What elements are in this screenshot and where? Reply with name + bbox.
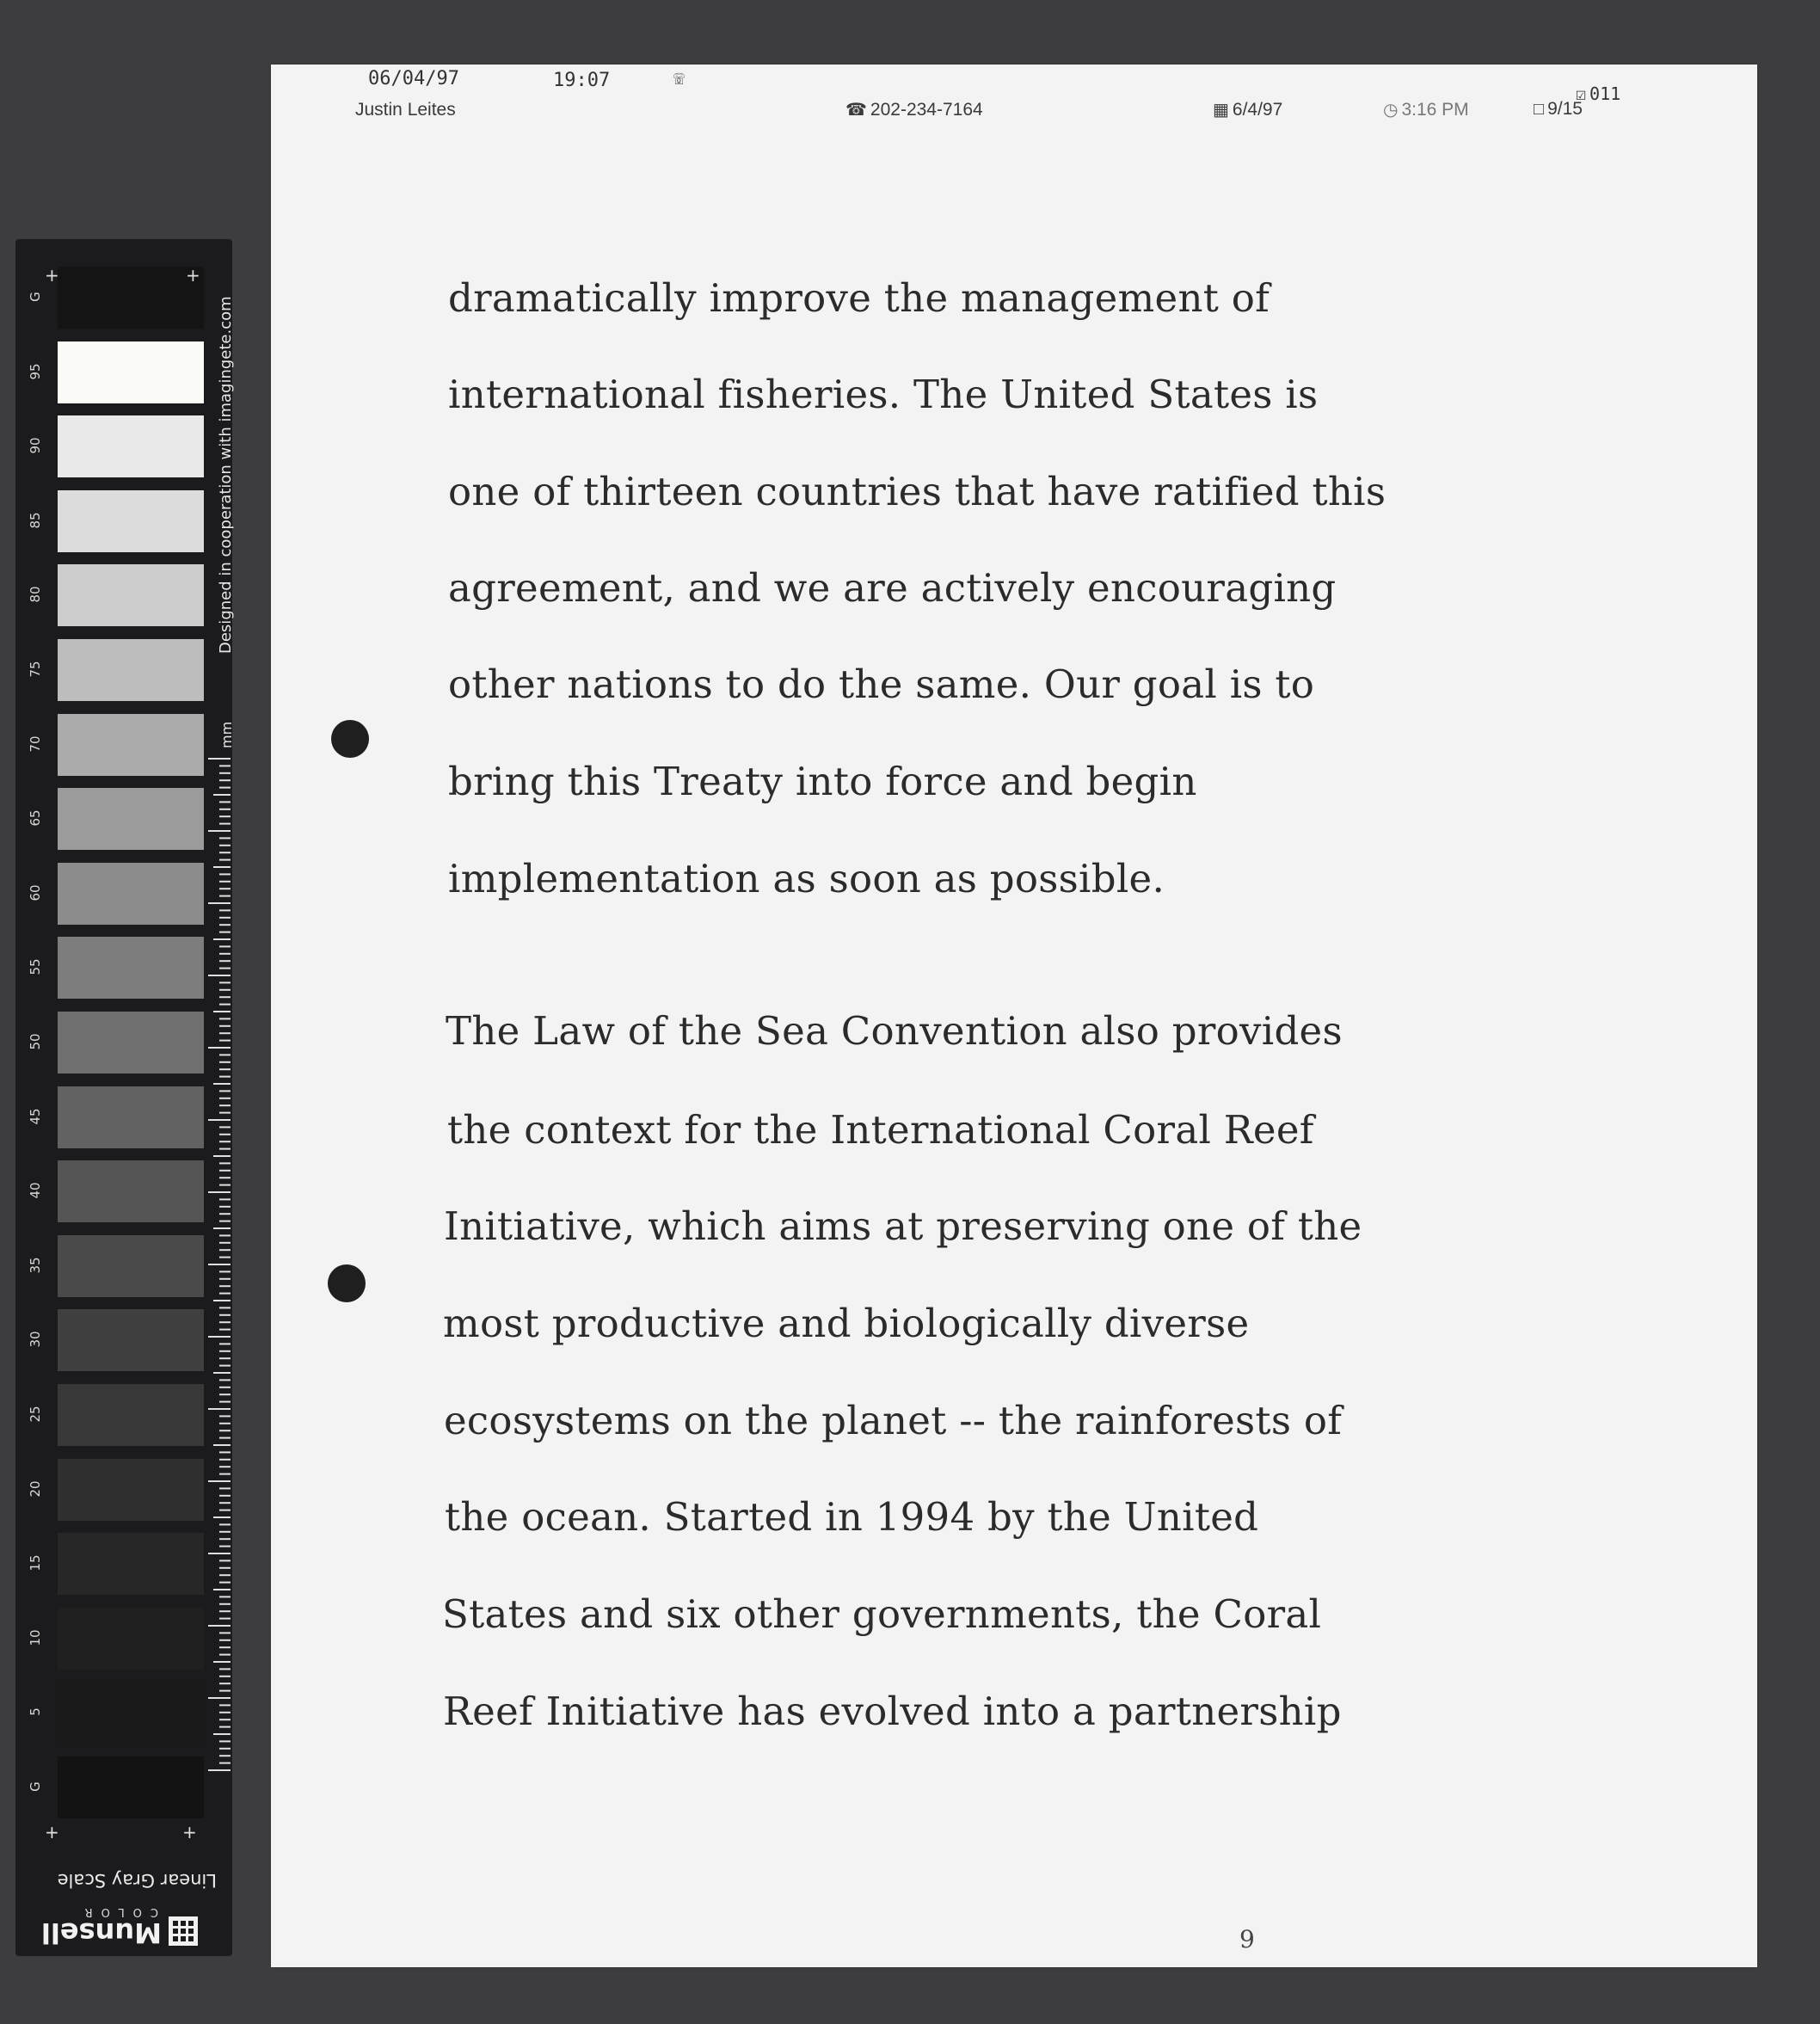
gray-patch (58, 490, 204, 552)
gray-patch (58, 1682, 204, 1744)
checkbox-icon: ☑ (1576, 83, 1587, 104)
mm-ruler (205, 755, 231, 1779)
mm-label: mm (218, 721, 235, 748)
fax-time2: 3:16 PM (1401, 100, 1469, 120)
gray-patch (58, 1459, 204, 1521)
card-credit: Designed in cooperation with imagingete.com (217, 296, 235, 654)
gray-patch (58, 1086, 204, 1148)
gray-patch (58, 863, 204, 925)
punch-hole (328, 1264, 366, 1302)
scale-number: 35 (28, 1257, 43, 1274)
scale-number: 60 (28, 884, 43, 901)
scale-number: 5 (28, 1707, 43, 1717)
text-line: bring this Treaty into force and begin (448, 759, 1197, 804)
text-line: The Law of the Sea Convention also provides (446, 1008, 1343, 1054)
munsell-grid-icon (169, 1916, 198, 1946)
fax-pages-count: 9/15 (1547, 99, 1583, 119)
gray-patch (58, 1384, 204, 1446)
fax-sender: Justin Leites (355, 100, 456, 120)
fax-date: 06/04/97 (368, 68, 459, 89)
scale-number: 40 (28, 1182, 43, 1199)
fax-time: 19:07 (553, 70, 611, 91)
registration-mark-icon: + (182, 1822, 197, 1843)
document-page (271, 65, 1757, 1967)
page-icon: □ (1534, 100, 1545, 119)
registration-mark-icon: + (186, 265, 200, 286)
gray-patch (58, 415, 204, 477)
text-line: Initiative, which aims at preserving one of the (444, 1203, 1362, 1249)
gray-patch (58, 564, 204, 626)
text-line: States and six other governments, the Coral (442, 1591, 1322, 1637)
scale-number: G (28, 1781, 43, 1792)
gray-patch (58, 341, 204, 403)
fax-date2: 6/4/97 (1232, 100, 1283, 120)
text-line: one of thirteen countries that have ratified this (448, 469, 1387, 514)
text-line: ecosystems on the planet -- the rainforests of (444, 1398, 1343, 1443)
munsell-sub: COLOR (76, 1905, 158, 1918)
punch-hole (331, 720, 369, 758)
text-line: Reef Initiative has evolved into a partnership (443, 1689, 1342, 1734)
gray-patch (58, 639, 204, 701)
scale-number: 20 (28, 1480, 43, 1498)
scale-number: 25 (28, 1406, 43, 1423)
calendar-icon: ▦ (1213, 101, 1229, 120)
registration-mark-icon: + (45, 1822, 59, 1843)
registration-mark-icon: + (45, 265, 59, 286)
text-line: the ocean. Started in 1994 by the United (445, 1494, 1259, 1540)
scale-number: 75 (28, 661, 43, 678)
munsell-brand: Munsell (40, 1916, 162, 1949)
telephone-icon: ☏ (673, 68, 686, 89)
scale-number: 90 (28, 437, 43, 454)
gray-patch (58, 937, 204, 999)
gray-patch (58, 1309, 204, 1371)
scale-number: 80 (28, 586, 43, 603)
clock-icon: ◷ (1383, 101, 1399, 120)
scale-number: 85 (28, 512, 43, 529)
gray-patch (58, 714, 204, 776)
scale-number: 95 (28, 363, 43, 380)
fax-phone (845, 99, 983, 120)
scale-number: 65 (28, 809, 43, 827)
text-line: other nations to do the same. Our goal is to (448, 661, 1315, 707)
gray-patch (58, 1608, 204, 1670)
scale-number: 45 (28, 1108, 43, 1125)
fax-doc-number (1576, 83, 1620, 104)
text-line: dramatically improve the management of (448, 275, 1270, 321)
gray-patch (58, 1533, 204, 1595)
gray-patch (58, 788, 204, 850)
text-line: implementation as soon as possible. (448, 856, 1165, 901)
scale-number: 55 (28, 958, 43, 975)
phone-icon: ☎ (845, 101, 867, 120)
text-line: agreement, and we are actively encouraging (448, 565, 1337, 611)
text-line: the context for the International Coral Reef (447, 1107, 1314, 1153)
text-line: most productive and biologically diverse (443, 1301, 1250, 1346)
gray-patch (58, 1235, 204, 1297)
scale-number: 30 (28, 1331, 43, 1348)
gray-patch (58, 1160, 204, 1222)
page-number: 9 (1239, 1925, 1255, 1953)
text-line: international fisheries. The United States is (448, 372, 1319, 417)
gray-scale-card (15, 239, 232, 1956)
gray-patch (58, 1012, 204, 1074)
munsell-logo-block (40, 1901, 200, 1949)
scale-number: 70 (28, 735, 43, 753)
fax-time-stamp (1383, 99, 1469, 120)
scale-number: 50 (28, 1033, 43, 1050)
scale-number: 10 (28, 1629, 43, 1646)
gray-patch (58, 1756, 204, 1818)
gray-patch (58, 267, 204, 329)
linear-gray-scale-label: Linear Gray Scale (57, 1870, 217, 1891)
fax-doc-number-value: 011 (1589, 83, 1621, 104)
scale-number: 15 (28, 1554, 43, 1572)
scale-number: G (28, 292, 43, 302)
fax-date-stamp (1213, 99, 1282, 120)
fax-phone-number: 202-234-7164 (870, 100, 983, 120)
